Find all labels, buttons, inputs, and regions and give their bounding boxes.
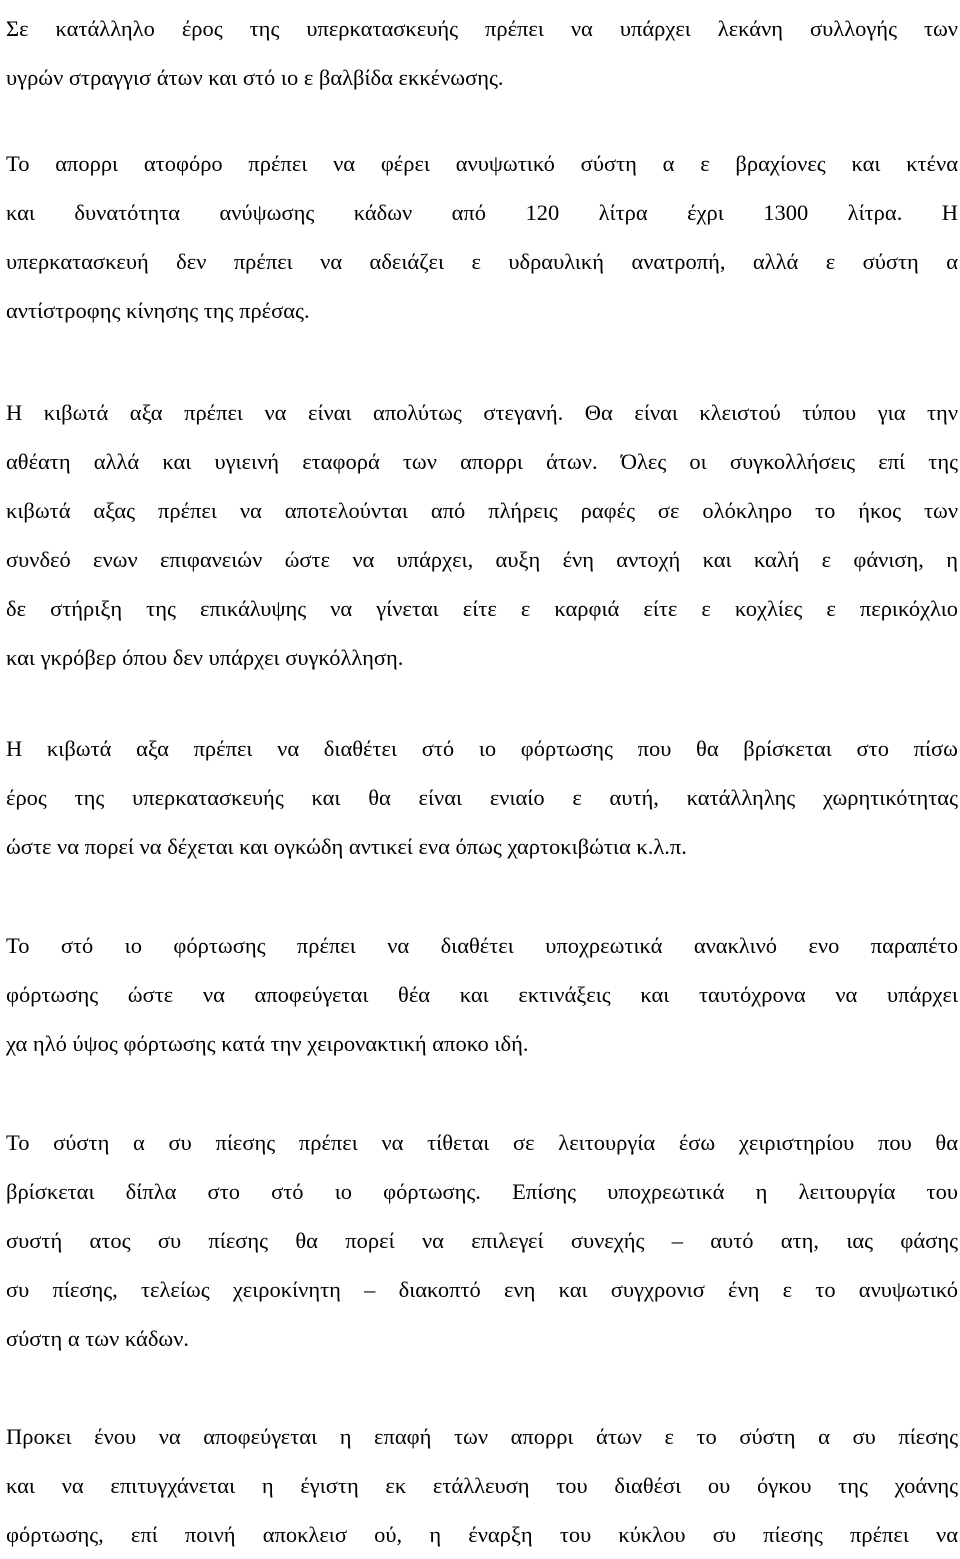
text-line: φόρτωσης ώστε να αποφεύγεται θέα και εκτινάξεις και ταυτόχρονα να υπάρχει — [6, 982, 958, 1007]
text-line: Το απορρι ατοφόρο πρέπει να φέρει ανυψωτικό σύστη α ε βραχίονες και κτένα — [6, 151, 958, 176]
paragraph-loading-opening — [6, 724, 958, 871]
text-line: Προκει ένου να αποφεύγεται η επαφή των απορρι άτων ε το σύστη α συ πίεσης — [6, 1424, 958, 1449]
text-line: και να επιτυγχάνεται η έγιστη εκ ετάλλευση του διαθέσι ου όγκου της χοάνης — [6, 1473, 958, 1498]
text-line: κιβωτά αξας πρέπει να αποτελούνται από πλήρεις ραφές σε ολόκληρο το ήκος των — [6, 498, 958, 523]
paragraph-waste-contact — [6, 1412, 958, 1559]
text-line: Η κιβωτά αξα πρέπει να διαθέτει στό ιο φόρτωσης που θα βρίσκεται στο πίσω — [6, 736, 958, 761]
text-line: υγρών στραγγισ άτων και στό ιο ε βαλβίδα εκκένωσης. — [6, 65, 504, 90]
text-line: αντίστροφης κίνησης της πρέσας. — [6, 298, 310, 323]
text-line: ώστε να πορεί να δέχεται και ογκώδη αντικεί ενα όπως χαρτοκιβώτια κ.λ.π. — [6, 834, 687, 859]
text-line: και δυνατότητα ανύψωσης κάδων από 120 λίτρα έχρι 1300 λίτρα. Η — [6, 200, 958, 225]
text-line: Το στό ιο φόρτωσης πρέπει να διαθέτει υποχρεωτικά ανακλινό ενο παραπέτο — [6, 933, 958, 958]
text-line: συστή ατος συ πίεσης θα πορεί να επιλεγεί συνεχής – αυτό ατη, ιας φάσης — [6, 1228, 958, 1253]
text-line: σύστη α των κάδων. — [6, 1326, 190, 1351]
text-line: συ πίεσης, τελείως χειροκίνητη – διακοπτό ενη και συγχρονισ ένη ε το ανυψωτικό — [6, 1277, 958, 1302]
text-line: υπερκατασκευή δεν πρέπει να αδειάζει ε υδραυλική ανατροπή, αλλά ε σύστη α — [6, 249, 958, 274]
paragraph-drainage-basin — [6, 4, 958, 102]
text-line: και γκρόβερ όπου δεν υπάρχει συγκόλληση. — [6, 645, 404, 670]
text-line: Η κιβωτά αξα πρέπει να είναι απολύτως στεγανή. Θα είναι κλειστού τύπου για την — [6, 400, 958, 425]
text-line: έρος της υπερκατασκευής και θα είναι ενιαίο ε αυτή, κατάλληλης χωρητικότητας — [6, 785, 958, 810]
paragraph-lifting-system — [6, 139, 958, 335]
text-line: Το σύστη α συ πίεσης πρέπει να τίθεται σε λειτουργία έσω χειριστηρίου που θα — [6, 1130, 958, 1155]
text-line: αθέατη αλλά και υγιεινή εταφορά των απορρι άτων. Όλες οι συγκολλήσεις επί της — [6, 449, 958, 474]
text-line: δε στήριξη της επικάλυψης να γίνεται είτε ε καρφιά είτε ε κοχλίες ε περικόχλιο — [6, 596, 958, 621]
paragraph-compaction-system — [6, 1118, 958, 1363]
text-line: χα ηλό ύψος φόρτωσης κατά την χειρονακτική αποκο ιδή. — [6, 1031, 529, 1056]
paragraph-loading-parapet — [6, 921, 958, 1068]
text-line: φόρτωσης, επί ποινή αποκλεισ ού, η έναρξη του κύκλου συ πίεσης πρέπει να — [6, 1522, 958, 1547]
text-line: Σε κατάλληλο έρος της υπερκατασκευής πρέπει να υπάρχει λεκάνη συλλογής των — [6, 16, 958, 41]
text-line: συνδεό ενων επιφανειών ώστε να υπάρχει, αυξη ένη αντοχή και καλή ε φάνιση, η — [6, 547, 958, 572]
paragraph-body-watertight — [6, 388, 958, 682]
text-line: βρίσκεται δίπλα στο στό ιο φόρτωσης. Επίσης υποχρεωτικά η λειτουργία του — [6, 1179, 958, 1204]
